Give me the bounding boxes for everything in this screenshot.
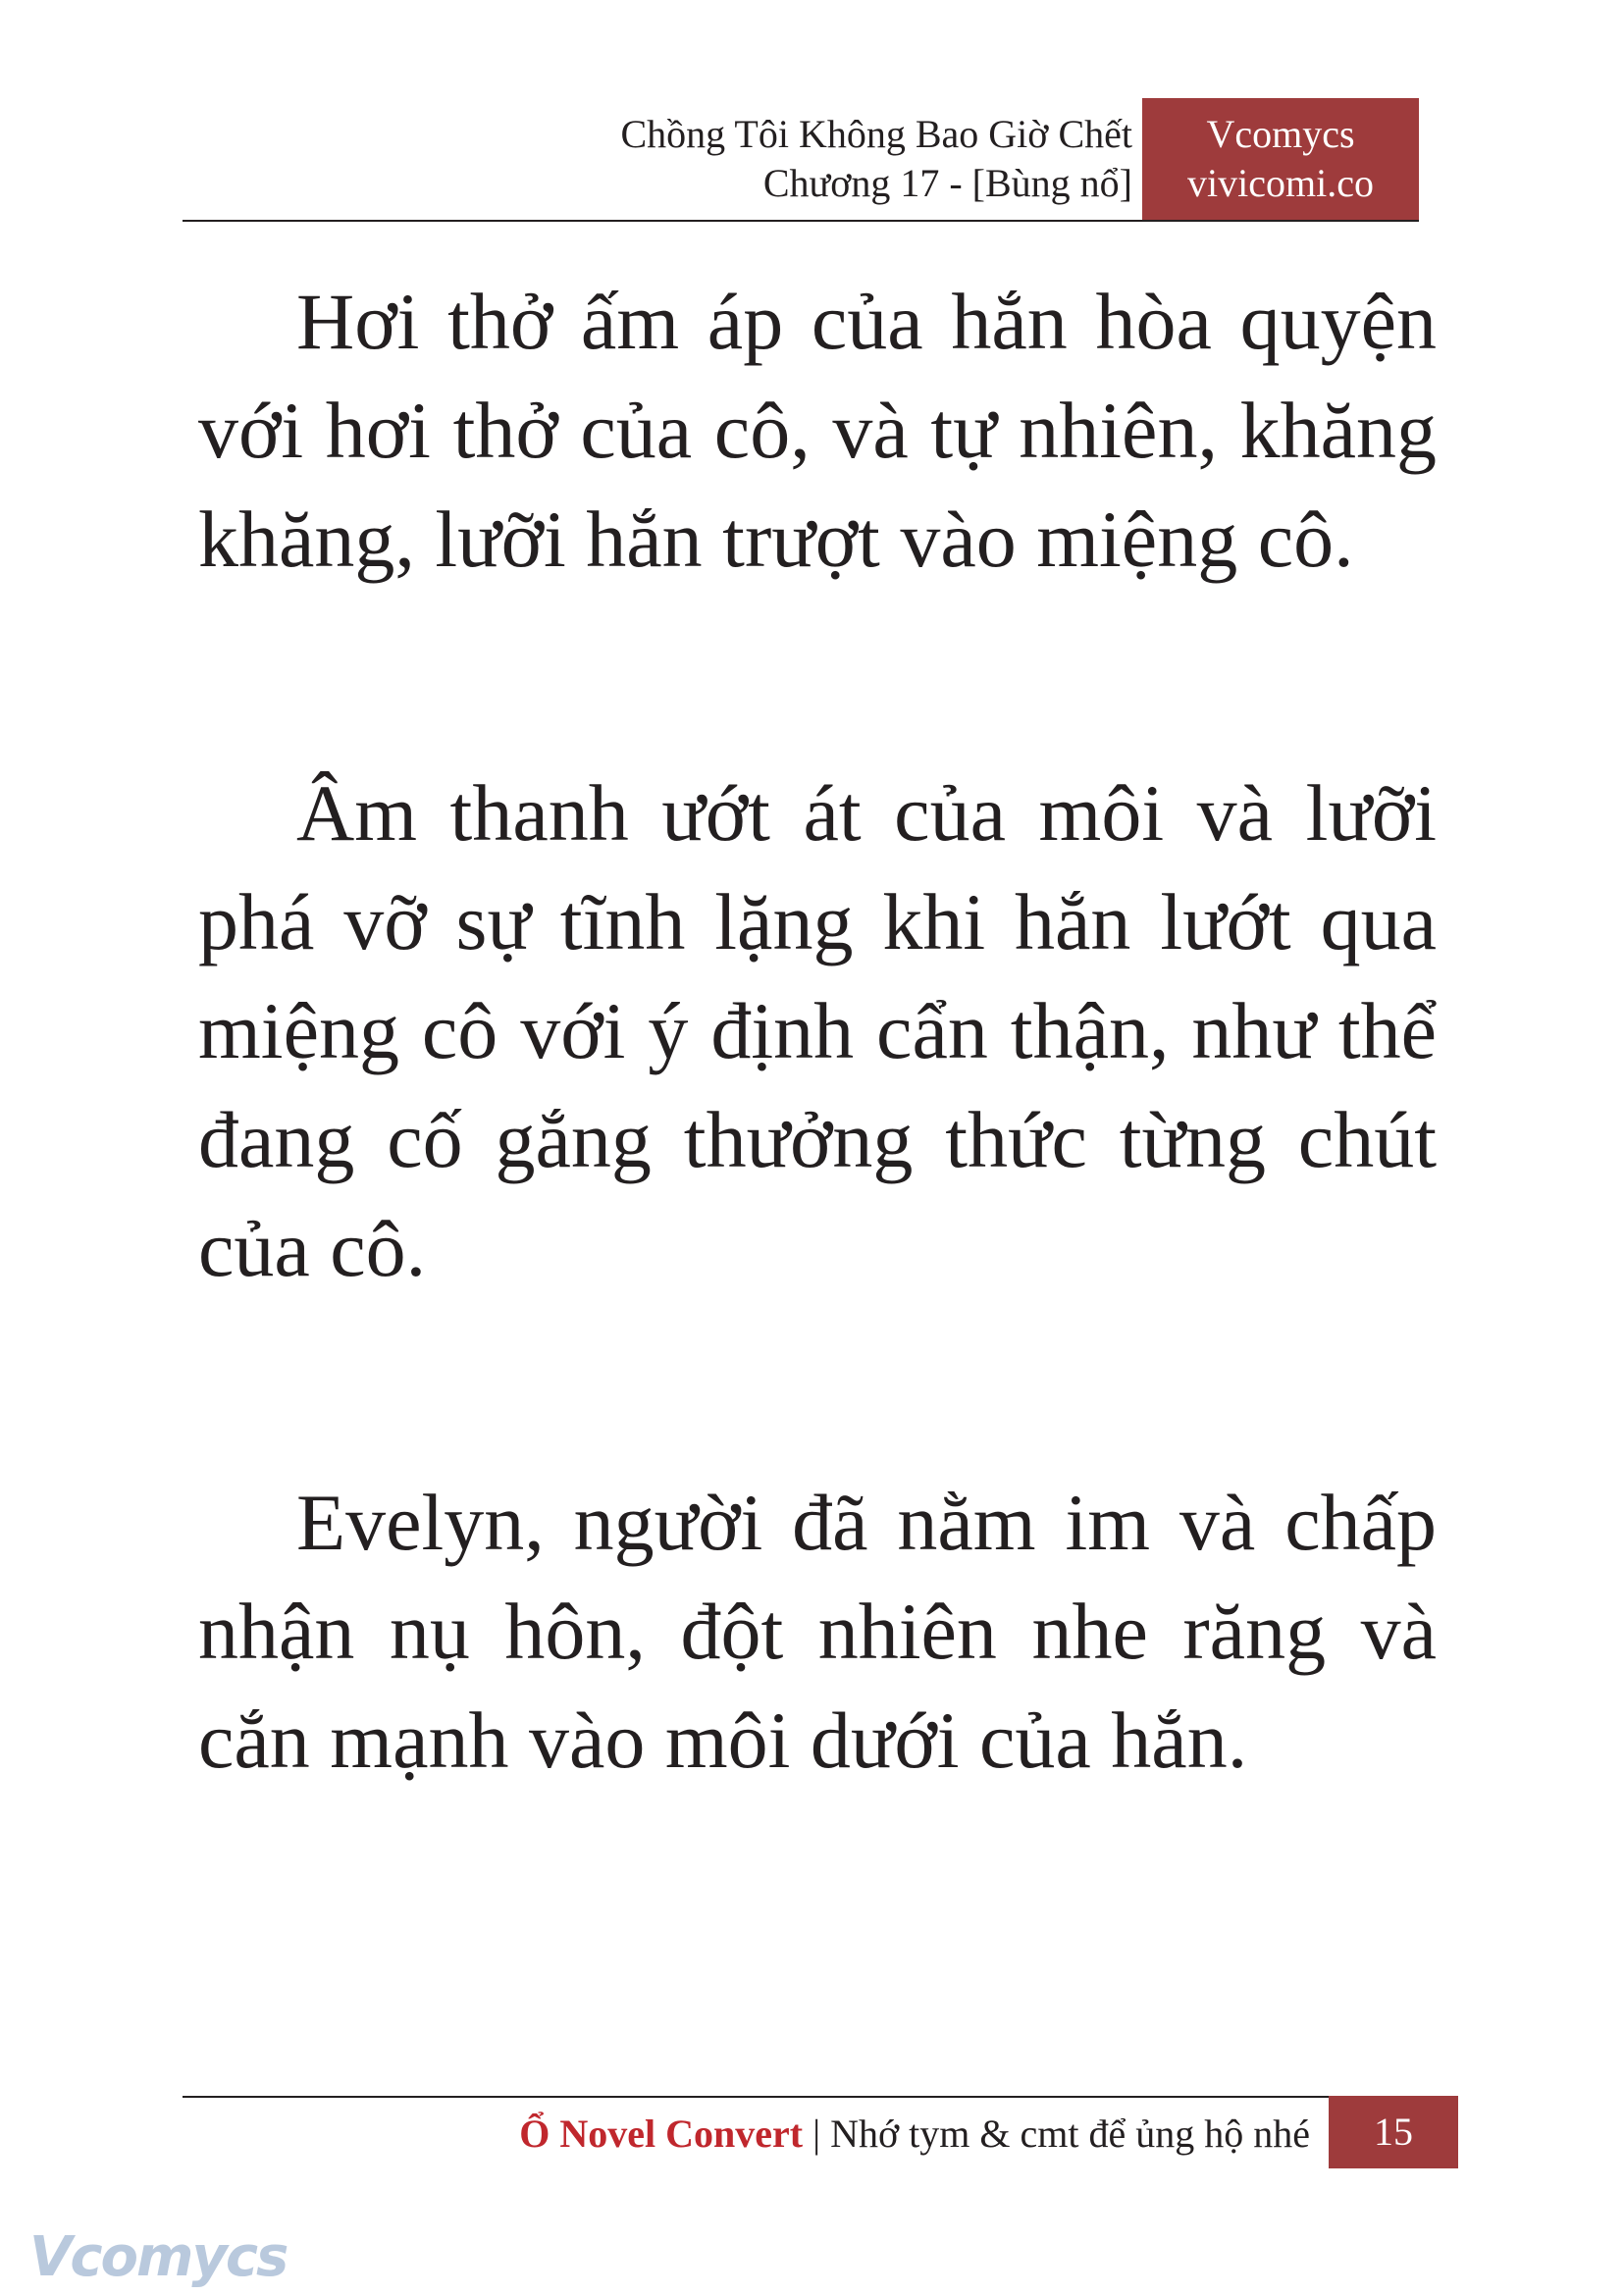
page-footer [519, 2110, 1310, 2159]
page-header [183, 98, 1419, 220]
footer-message: Nhớ tym & cmt để ủng hộ nhé [830, 2112, 1310, 2156]
chapter-body [198, 267, 1437, 1959]
book-title: Chồng Tôi Không Bao Giờ Chết [620, 112, 1132, 156]
brand-site: vivicomi.co [1187, 161, 1374, 205]
paragraph: Âm thanh ướt át của môi và lưỡi phá vỡ sự tĩnh lặng khi hắn lướt qua miệng cô với ý định cẩn thận, như thể đang cố gắng thưởng thức từng chút của cô. [198, 768, 1437, 1293]
header-divider [183, 220, 1419, 222]
paragraph: Hơi thở ấm áp của hắn hòa quyện với hơi thở của cô, và tự nhiên, khăng khăng, lưỡi hắn trượt vào miệng cô. [198, 277, 1437, 584]
footer-brand: Ổ Novel Convert [519, 2112, 804, 2156]
brand-name: Vcomycs [1206, 112, 1355, 156]
paragraph: Evelyn, người đã nằm im và chấp nhận nụ hôn, đột nhiên nhe răng và cắn mạnh vào môi dưới của hắn. [198, 1478, 1437, 1785]
page-number: 15 [1329, 2096, 1458, 2168]
footer-separator: | [803, 2112, 831, 2156]
header-titles [620, 110, 1132, 208]
watermark-logo: Vcomycs [29, 2225, 288, 2289]
chapter-title: Chương 17 - [Bùng nổ] [762, 161, 1132, 205]
footer-divider [183, 2096, 1458, 2098]
header-brand-box [1142, 98, 1419, 220]
